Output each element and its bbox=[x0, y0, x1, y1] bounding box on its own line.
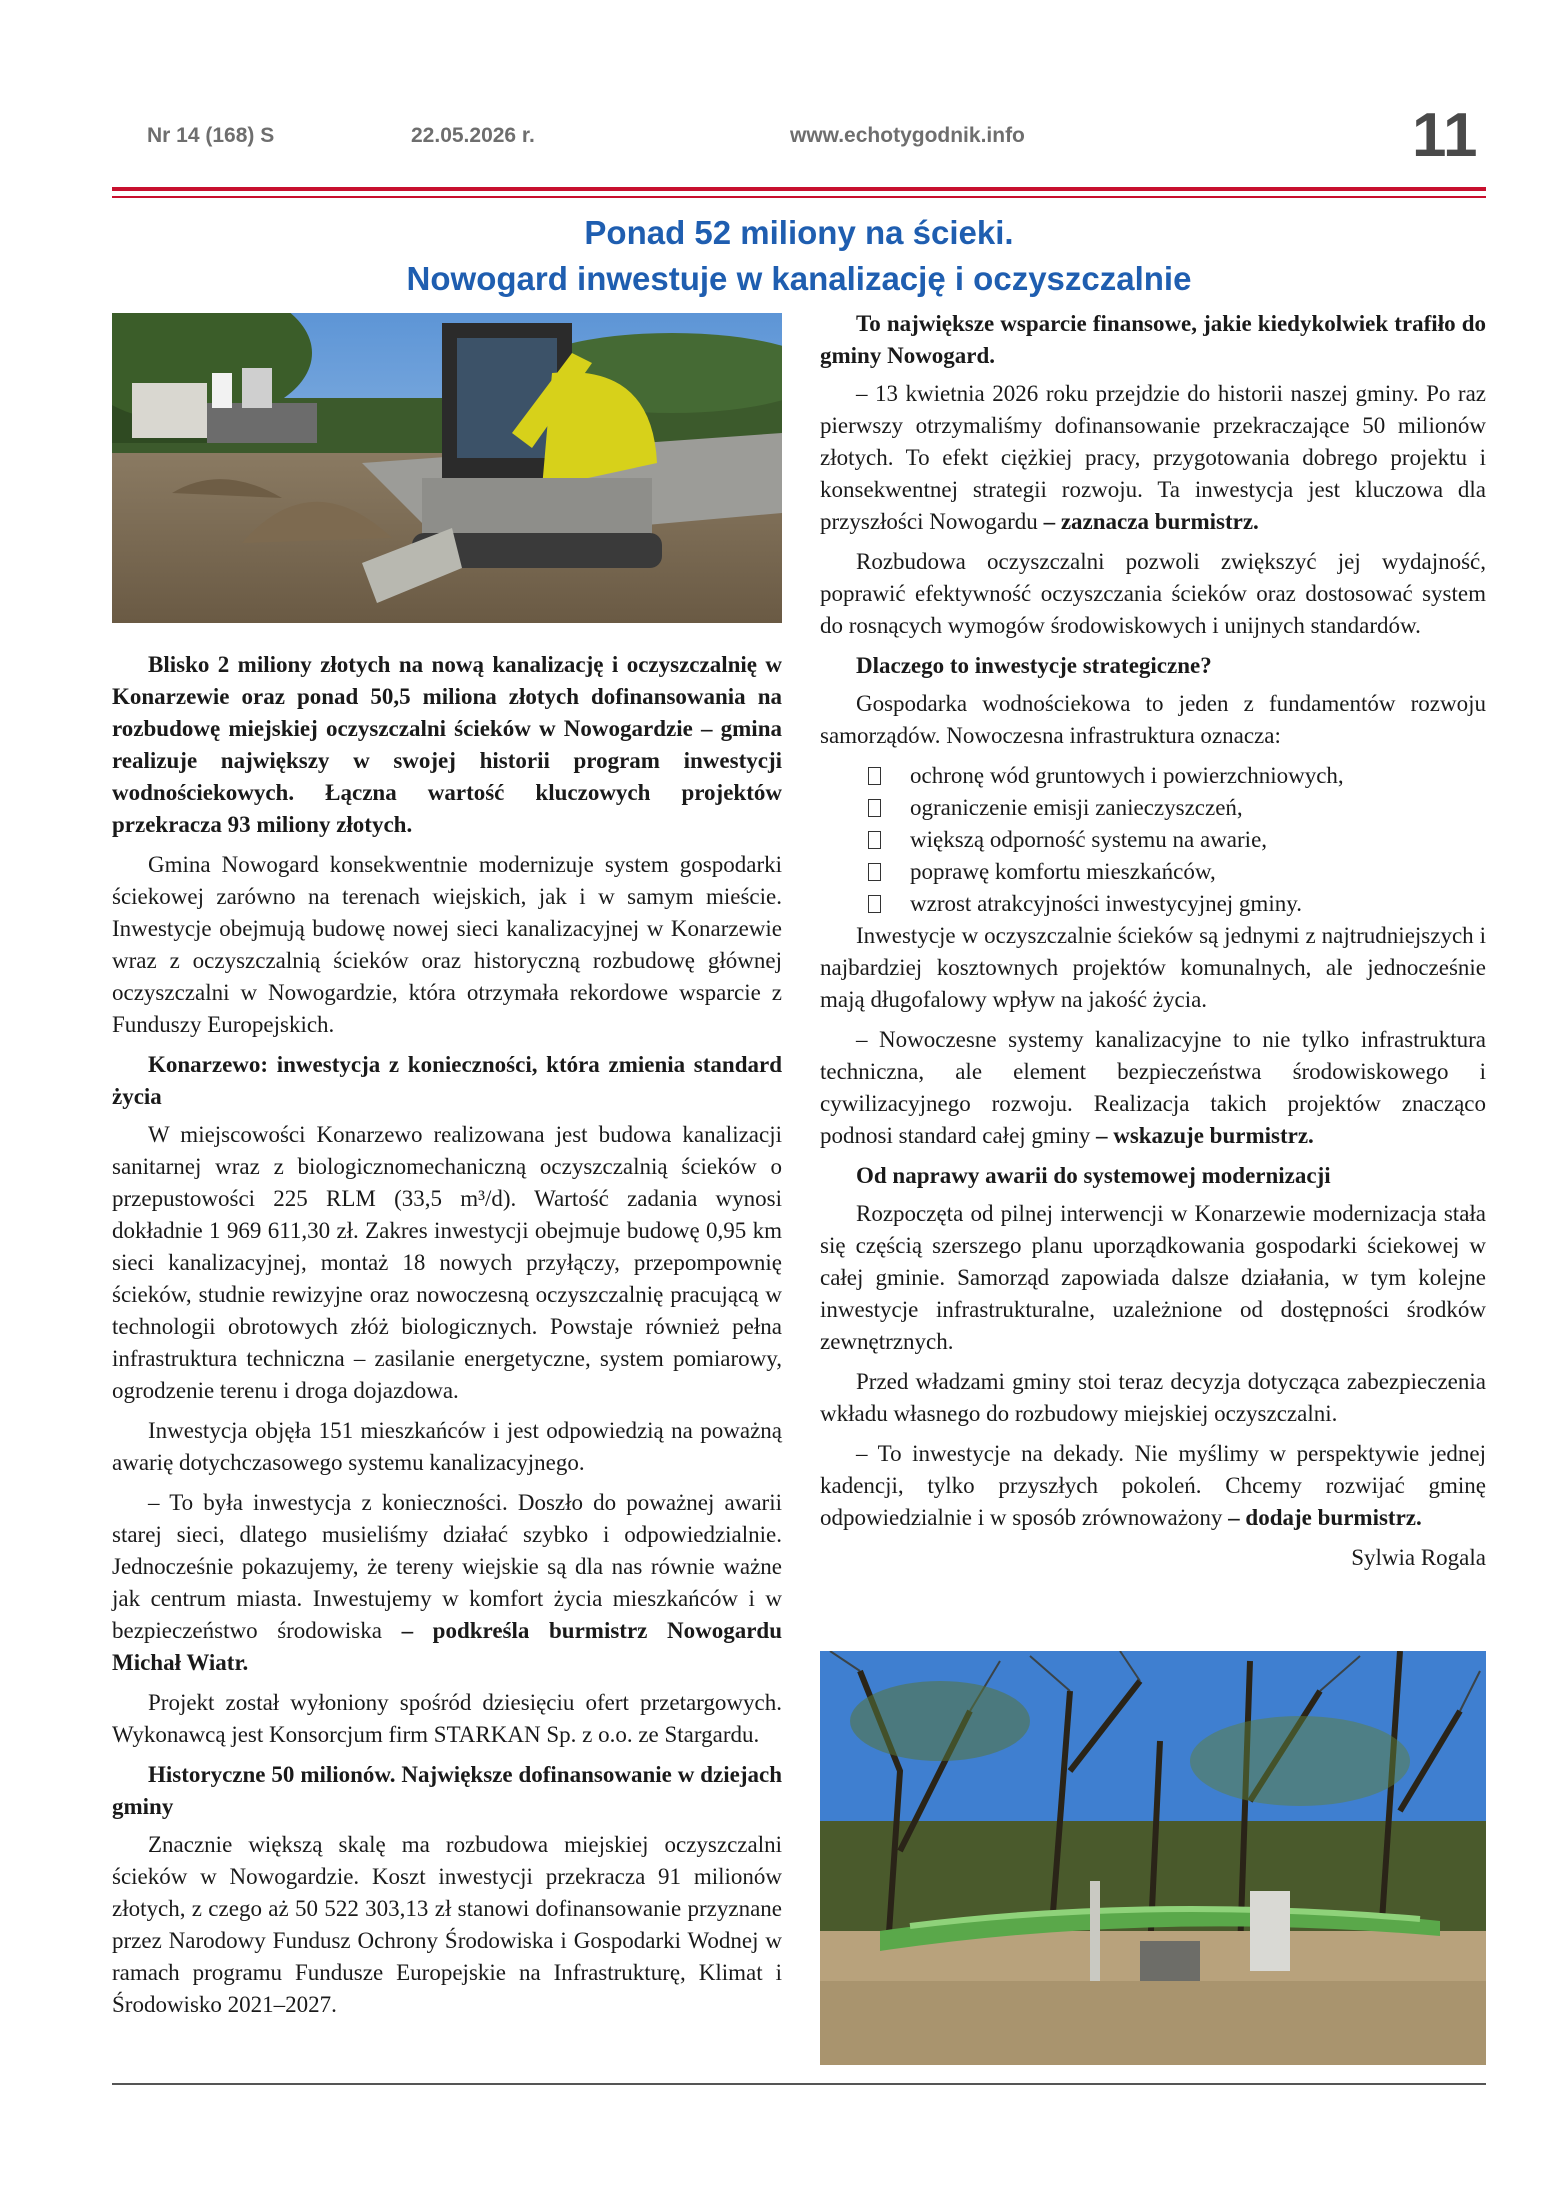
quote-attribution: – podkreśla burmistrz Nowogardu Michał Wiatr. bbox=[112, 1618, 782, 1675]
quote-attribution: – dodaje burmistrz. bbox=[1228, 1505, 1422, 1530]
list-item bbox=[868, 888, 1486, 920]
paragraph: Gmina Nowogard konsekwentnie modernizuje system gospodarki ściekowej zarówno na terenach wiejskich, jak i w samym mieście. Inwestycje obejmują budowę nowej sieci kanalizacyjnej w Konarzewie wraz z oczyszczalnią ścieków oraz historyczną rozbudowę głównej oczyszczalni w Nowogardzie, która otrzymała rekordowe wsparcie z Funduszy Europejskich. bbox=[112, 852, 782, 1037]
list-item-text: wzrost atrakcyjności inwestycyjnej gminy. bbox=[910, 891, 1302, 916]
website-url[interactable]: www.echotygodnik.info bbox=[790, 124, 1025, 147]
checkbox-icon bbox=[868, 831, 881, 849]
paragraph: Przed władzami gminy stoi teraz decyzja dotycząca zabezpieczenia wkładu własnego do rozbudowy miejskiej oczyszczalni. bbox=[820, 1369, 1486, 1426]
article-lead: Blisko 2 miliony złotych na nową kanalizację i oczyszczalnię w Konarzewie oraz ponad 50,5 miliona złotych dofinansowania na rozbudowę miejskiej oczyszczalni ścieków w Nowogardzie – gmina realizuje największy w swojej historii program inwestycji wodnościekowych. Łączna wartość kluczowych projektów przekracza 93 miliony złotych. bbox=[112, 652, 782, 837]
paragraph: Gospodarka wodnościekowa to jeden z fundamentów rozwoju samorządów. Nowoczesna infrastruktura oznacza: bbox=[820, 691, 1486, 748]
treatment-plant-photo bbox=[820, 1651, 1486, 2065]
checkbox-icon bbox=[868, 895, 881, 913]
author-signature: Sylwia Rogala bbox=[1351, 1545, 1486, 1570]
checkbox-icon bbox=[868, 799, 881, 817]
paragraph: Projekt został wyłoniony spośród dziesięciu ofert przetargowych. Wykonawcą jest Konsorcjum firm STARKAN Sp. z o.o. ze Stargardu. bbox=[112, 1690, 782, 1747]
list-item bbox=[868, 760, 1486, 792]
right-column bbox=[820, 308, 1486, 1582]
quote-text: – To była inwestycja z konieczności. Doszło do poważnej awarii starej sieci, dlatego musieliśmy działać szybko i odpowiedzialnie. Jednocześnie pokazujemy, że tereny wiejskie są dla nas równie ważne jak centrum miasta. Inwestujemy w komfort życia mieszkańców i w bezpieczeństwo środowiska bbox=[112, 1490, 782, 1643]
excavator-photo bbox=[112, 313, 782, 623]
issue-date: 22.05.2026 r. bbox=[411, 124, 535, 147]
section-heading: Historyczne 50 milionów. Największe dofinansowanie w dziejach gminy bbox=[112, 1762, 782, 1819]
quote-paragraph bbox=[820, 378, 1486, 538]
list-item bbox=[868, 824, 1486, 856]
quote-attribution: – wskazuje burmistrz. bbox=[1095, 1123, 1314, 1148]
section-heading: Od naprawy awarii do systemowej modernizacji bbox=[856, 1163, 1331, 1188]
quote-text: – Nowoczesne systemy kanalizacyjne to nie tylko infrastruktura techniczna, ale element bezpieczeństwa środowiskowego i cywilizacyjnego rozwoju. Realizacja takich projektów znacząco podnosi standard całej gminy bbox=[820, 1027, 1486, 1148]
quote-text: – To inwestycje na dekady. Nie myślimy w perspektywie jednej kadencji, tylko przyszłych pokoleń. Chcemy rozwijać gminę odpowiedzialnie i w sposób zrównoważony bbox=[820, 1441, 1486, 1530]
section-heading: To największe wsparcie finansowe, jakie kiedykolwiek trafiło do gminy Nowogard. bbox=[820, 311, 1486, 368]
quote-paragraph bbox=[820, 1024, 1486, 1152]
section-heading: Konarzewo: inwestycja z konieczności, która zmienia standard życia bbox=[112, 1052, 782, 1109]
treatment-plant-illustration bbox=[820, 1651, 1486, 2065]
header-rule-thin bbox=[112, 196, 1486, 198]
list-item bbox=[868, 792, 1486, 824]
page-number: 11 bbox=[1412, 101, 1478, 170]
article-title bbox=[112, 210, 1486, 302]
left-column bbox=[112, 649, 782, 2029]
benefits-list bbox=[820, 760, 1486, 920]
title-line-1: Ponad 52 miliony na ścieki. bbox=[584, 214, 1014, 251]
footer-rule bbox=[112, 2083, 1486, 2085]
excavator-illustration bbox=[112, 313, 782, 623]
list-item-text: większą odporność systemu na awarie, bbox=[910, 827, 1268, 852]
title-line-2: Nowogard inwestuje w kanalizację i oczyszczalnie bbox=[406, 260, 1192, 297]
paragraph: Rozbudowa oczyszczalni pozwoli zwiększyć jej wydajność, poprawić efektywność oczyszczania ścieków oraz dostosować system do rosnących wymogów środowiskowych i unijnych standardów. bbox=[820, 549, 1486, 638]
paragraph: Inwestycje w oczyszczalnie ścieków są jednymi z najtrudniejszych i najbardziej kosztownych projektów komunalnych, ale jednocześnie mają długofalowy wpływ na jakość życia. bbox=[820, 923, 1486, 1012]
list-item bbox=[868, 856, 1486, 888]
paragraph: Inwestycja objęła 151 mieszkańców i jest odpowiedzią na poważną awarię dotychczasowego systemu kanalizacyjnego. bbox=[112, 1418, 782, 1475]
paragraph: W miejscowości Konarzewo realizowana jest budowa kanalizacji sanitarnej wraz z biologicznomechaniczną oczyszczalnią ścieków o przepustowości 225 RLM (33,5 m³/d). Wartość zadania wynosi dokładnie 1 969 611,30 zł. Zakres inwestycji obejmuje budowę 0,95 km sieci kanalizacyjnej, montaż 18 nowych przyłączy, przepompownię ścieków, studnie rewizyjne oraz nowoczesną oczyszczalnię pracującą w technologii obrotowych złóż biologicznych. Powstaje również pełna infrastruktura techniczna – zasilanie energetyczne, system pomiarowy, ogrodzenie terenu i droga dojazdowa. bbox=[112, 1122, 782, 1403]
paragraph: Rozpoczęta od pilnej interwencji w Konarzewie modernizacja stała się częścią szerszego planu uporządkowania gospodarki ściekowej w całej gminie. Samorząd zapowiada dalsze działania, w tym kolejne inwestycje infrastrukturalne, uzależnione od dostępności środków zewnętrznych. bbox=[820, 1201, 1486, 1354]
paragraph: Znacznie większą skalę ma rozbudowa miejskiej oczyszczalni ścieków w Nowogardzie. Koszt inwestycji przekracza 91 milionów złotych, z czego aż 50 522 303,13 zł stanowi dofinansowanie przyznane przez Narodowy Fundusz Ochrony Środowiska i Gospodarki Wodnej w ramach programu Fundusze Europejskie na Infrastrukturę, Klimat i Środowisko 2021–2027. bbox=[112, 1832, 782, 2017]
list-item-text: poprawę komfortu mieszkańców, bbox=[910, 859, 1216, 884]
header-rule bbox=[112, 187, 1486, 191]
section-heading: Dlaczego to inwestycje strategiczne? bbox=[856, 653, 1212, 678]
quote-text: – 13 kwietnia 2026 roku przejdzie do historii naszej gminy. Po raz pierwszy otrzymaliśmy dofinansowanie przekraczające 50 milionów złotych. To efekt ciężkiej pracy, przygotowania dobrego projektu i konsekwentnej strategii rozwoju. Ta inwestycja jest kluczowa dla przyszłości Nowogardu bbox=[820, 381, 1486, 534]
quote-paragraph bbox=[112, 1487, 782, 1679]
quote-attribution: – zaznacza burmistrz. bbox=[1043, 509, 1259, 534]
issue-number: Nr 14 (168) S bbox=[147, 124, 275, 147]
list-item-text: ograniczenie emisji zanieczyszczeń, bbox=[910, 795, 1243, 820]
quote-paragraph bbox=[820, 1438, 1486, 1534]
list-item-text: ochronę wód gruntowych i powierzchniowych, bbox=[910, 763, 1344, 788]
checkbox-icon bbox=[868, 767, 881, 785]
checkbox-icon bbox=[868, 863, 881, 881]
